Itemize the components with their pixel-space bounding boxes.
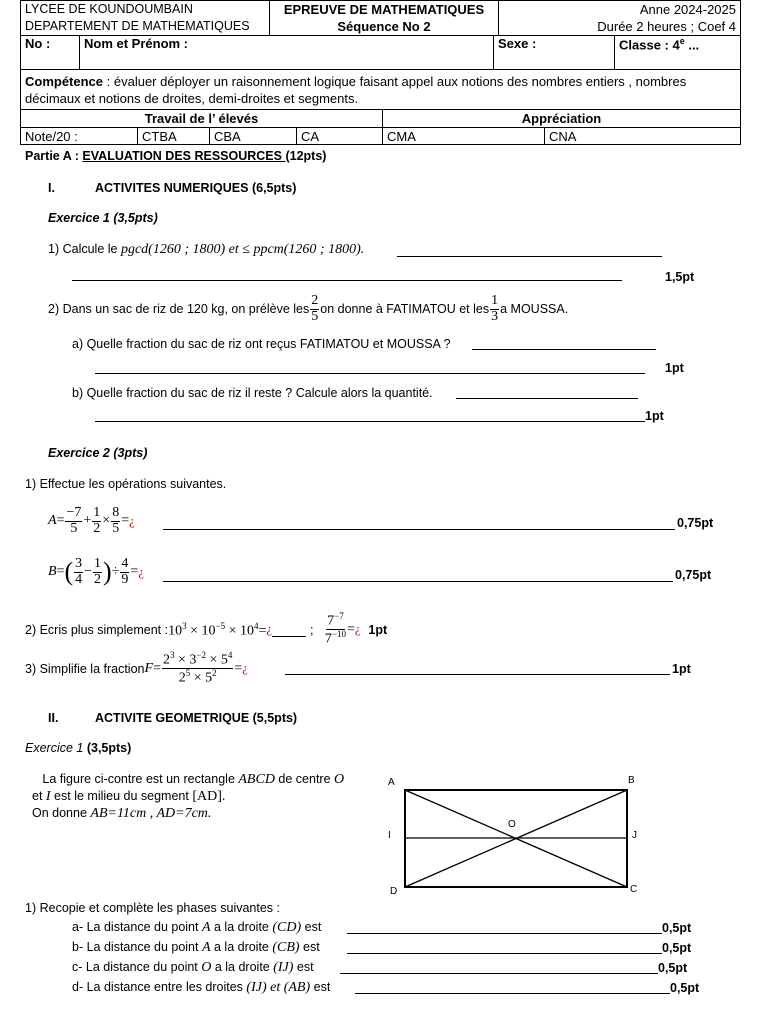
no-field[interactable]: No : <box>21 36 80 70</box>
expression-a: A = $\frac{-7}{5}$ + $\frac{1}{2}$ × $\frac{8}{5}$ = ¿ <box>48 505 135 536</box>
ex1-q1-points: 1,5pt <box>665 270 695 284</box>
ex1-q1: 1) Calcule le pgcd(1260 ; 1800) et ≤ ppcm(1260 ; 1800). <box>48 242 365 257</box>
school-year: Anne 2024-2025 <box>639 2 736 17</box>
department-name: DEPARTEMENT DE MATHEMATIQUES <box>25 19 250 33</box>
rectangle-figure <box>380 770 650 900</box>
grade-cma[interactable]: CMA <box>383 128 545 145</box>
sex-field[interactable]: Sexe : <box>494 36 615 70</box>
exercise-3-title: Exercice 1 (3,5pts) <box>25 741 132 755</box>
duration-coef: Durée 2 heures ; Coef 4 <box>597 19 736 34</box>
item-c: c- La distance du point O a la droite (IJ) est <box>72 960 314 975</box>
expression-b: B = ( $\frac{3}{4}$ − $\frac{1}{2}$ ) ÷ $\frac{4}{9}$ = ¿ <box>48 556 144 587</box>
competence-text: Compétence : évaluer déployer un raisonnement logique faisant appel aux notions des nombres entiers , nombres décimaux et notions de droites, demi-droites et segments. <box>21 70 741 110</box>
fraction-two-fifths: $\frac{2}{5}$ <box>311 293 319 324</box>
school-name: LYCEE DE KOUNDOUMBAIN <box>25 2 193 16</box>
label-o: O <box>508 819 516 830</box>
ex1-qa-points: 1pt <box>665 361 684 375</box>
answer-line[interactable] <box>72 280 622 281</box>
competence-table <box>20 69 741 110</box>
grade-note[interactable]: Note/20 : <box>21 128 138 145</box>
label-i: I <box>388 830 391 841</box>
answer-line[interactable] <box>272 622 306 637</box>
answer-line[interactable] <box>95 373 645 374</box>
answer-line[interactable] <box>285 674 670 675</box>
school-cell <box>21 1 270 36</box>
fraction-one-third: $\frac{1}{3}$ <box>491 293 499 324</box>
answer-line[interactable] <box>340 973 658 974</box>
ex2-q2: 2) Ecris plus simplement : $10^3 \times 10^{-5} \times 10^4=$ ¿ ; $\frac{7^{-7}}{7^{-10}}$ = ¿ 1pt <box>25 611 388 647</box>
exercise-2-title: Exercice 2 (3pts) <box>48 446 148 460</box>
grade-cba[interactable]: CBA <box>210 128 297 145</box>
answer-line[interactable] <box>347 933 662 934</box>
header-table <box>20 0 741 36</box>
exam-title: EPREUVE DE MATHEMATIQUES <box>283 2 485 17</box>
ex2-q2-points: 1pt <box>368 622 388 637</box>
answer-line[interactable] <box>355 993 670 994</box>
ex1-qa: a) Quelle fraction du sac de riz ont reçus FATIMATOU et MOUSSA ? <box>72 337 451 351</box>
answer-line[interactable] <box>347 953 662 954</box>
item-d: d- La distance entre les droites (IJ) et (AB) est <box>72 980 331 995</box>
sequence-label: Séquence No 2 <box>337 19 431 34</box>
label-d: D <box>390 886 398 897</box>
name-field[interactable]: Nom et Prénom : <box>80 36 494 70</box>
class-field[interactable]: Classe : 4e ... <box>615 36 741 70</box>
student-info-table <box>20 35 741 70</box>
answer-line[interactable] <box>163 529 675 530</box>
exam-title-cell <box>270 1 499 36</box>
ex2-q1: 1) Effectue les opérations suivantes. <box>25 477 227 491</box>
pgcd-expression: pgcd(1260 ; 1800) et ≤ ppcm(1260 ; 1800). <box>120 242 365 257</box>
section-1-number: I. <box>48 181 55 195</box>
appreciation-header: Appréciation <box>383 110 741 128</box>
work-header: Travail de l’ élevés <box>21 110 383 128</box>
year-cell <box>499 1 741 36</box>
grade-ctba[interactable]: CTBA <box>138 128 210 145</box>
label-c: C <box>630 884 638 895</box>
grade-ca[interactable]: CA <box>297 128 383 145</box>
ex2-q3: 3) Simplifie la fraction F = $\frac{2^3 \times 3^{-2} \times 5^4}{2^5 \times 5^2}$ = ¿ <box>25 650 248 686</box>
ex1-q2: 2) Dans un sac de riz de 120 kg, on prélève les $\frac{2}{5}$ on donne à FATIMATOU et les $\frac{1}{3}$ a MOUSSA. <box>48 293 569 324</box>
answer-line[interactable] <box>472 349 656 350</box>
item-b-points: 0,5pt <box>662 941 692 955</box>
expression-a-points: 0,75pt <box>677 516 714 530</box>
item-d-points: 0,5pt <box>670 981 700 995</box>
ex1-qb-points: 1pt <box>645 409 664 423</box>
section-2-title: ACTIVITE GEOMETRIQUE (5,5pts) <box>95 711 298 725</box>
ex3-q1: 1) Recopie et complète les phases suivantes : <box>25 901 280 915</box>
grade-table <box>20 109 741 145</box>
exercise-1-title: Exercice 1 (3,5pts) <box>48 211 158 225</box>
label-j: J <box>632 830 637 841</box>
item-c-points: 0,5pt <box>658 961 688 975</box>
item-b: b- La distance du point A a la droite (CB) est <box>72 940 320 955</box>
label-b: B <box>628 775 635 786</box>
answer-line[interactable] <box>397 256 662 257</box>
label-a: A <box>388 777 395 788</box>
item-a-points: 0,5pt <box>662 921 692 935</box>
section-2-number: II. <box>48 711 59 725</box>
item-a: a- La distance du point A a la droite (CD) est <box>72 920 322 935</box>
expression-b-points: 0,75pt <box>675 568 712 582</box>
grade-cna[interactable]: CNA <box>545 128 741 145</box>
answer-line[interactable] <box>456 398 638 399</box>
geometry-statement: La figure ci-contre est un rectangle ABCD de centre O et I est le milieu du segment [AD]. On donne AB=11cm , AD=7cm. <box>32 772 345 821</box>
ex1-qb: b) Quelle fraction du sac de riz il reste ? Calcule alors la quantité. <box>72 386 433 400</box>
ex2-q3-points: 1pt <box>672 662 691 676</box>
answer-line[interactable] <box>95 421 645 422</box>
answer-line[interactable] <box>163 581 673 582</box>
section-1-title: ACTIVITES NUMERIQUES (6,5pts) <box>95 181 297 195</box>
part-a-heading: Partie A : EVALUATION DES RESSOURCES (12pts) <box>25 149 327 163</box>
